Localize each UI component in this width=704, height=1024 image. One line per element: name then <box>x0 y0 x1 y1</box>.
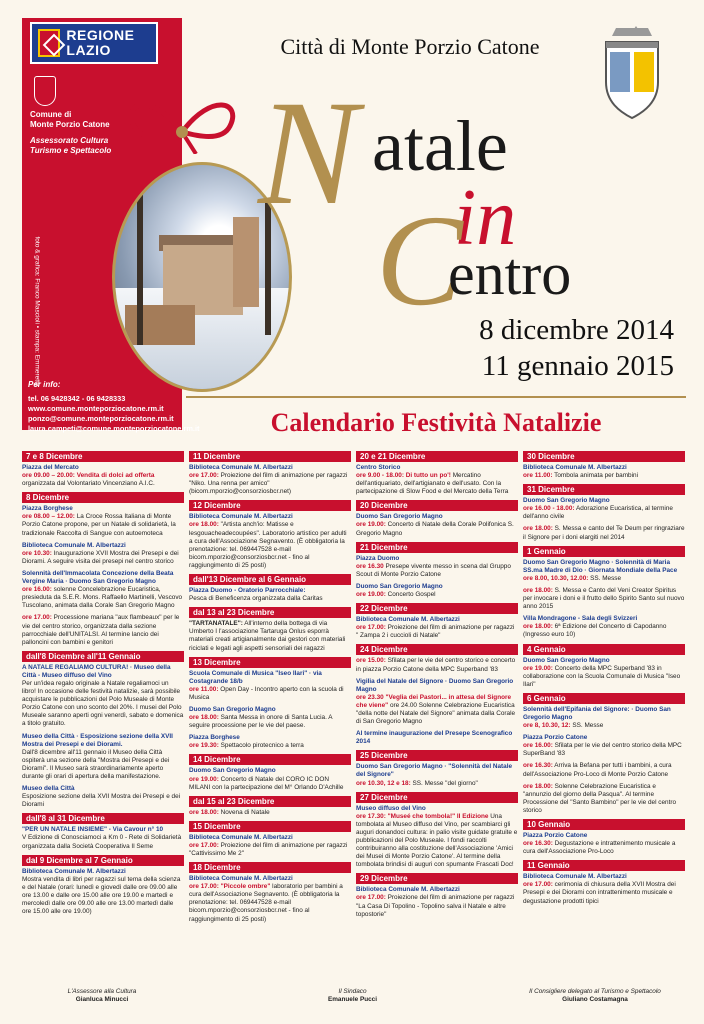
event-entry <box>523 762 685 778</box>
date-header: dal 13 al 23 Dicembre <box>189 607 351 618</box>
event-description: Tombola animata per bambini <box>554 472 639 480</box>
event-description: Solenne Celebrazione Eucaristica e "annunzio del giorno della Pasqua". Al termine Processione del "Santo Bambino" per le vie del centro storico <box>523 782 677 814</box>
event-dates <box>414 312 674 384</box>
event-entry <box>22 542 184 566</box>
event-description: ore 24.00 Solenne Celebrazione Eucaristica "della notte del Natale del Signore" animata dalla Corale di San Gregorio Magno <box>356 701 516 726</box>
date-header: 20 Dicembre <box>356 500 518 511</box>
signature-name: Emanuele Pucci <box>327 996 378 1003</box>
date-end: 11 gennaio 2015 <box>481 350 674 382</box>
event-entry <box>523 615 685 639</box>
program-column-4 <box>523 448 685 910</box>
event-description: S. Messa e Canto del Veni Creator Spiritus per invocare i doni e il frutto dello Spirito Santo sul nuovo anno 2015 <box>523 586 685 611</box>
event-description: Adorazione Eucaristica, al termine dell'anno civile <box>523 505 673 521</box>
event-entry <box>189 670 351 702</box>
event-description: Esposizione sezione della XVII Mostra dei Presepi e dei Diorami <box>22 793 181 809</box>
event-entry <box>189 587 351 603</box>
event-venue: Biblioteca Comunale M. Albertazzi <box>22 541 126 549</box>
event-time: ore 17.00: <box>356 894 386 902</box>
event-time: ore 18.00: <box>189 714 219 722</box>
event-venue: Biblioteca Comunale M. Albertazzi <box>523 464 627 471</box>
signature-role: Il Sindaco <box>338 988 367 995</box>
info-website-link[interactable]: www.comune.monteporziocatone.rm.it <box>28 404 164 413</box>
event-entry <box>523 832 685 856</box>
title-word-in: in <box>454 174 517 262</box>
event-venue: Duomo San Gregorio Magno · "Solennità del Natale del Signore" <box>356 763 513 779</box>
date-header: dall'8 Dicembre all'11 Gennaio <box>22 651 184 662</box>
date-header: 14 Dicembre <box>189 754 351 765</box>
comune-line-2: Monte Porzio Catone <box>30 120 110 129</box>
event-venue: Duomo San Gregorio Magno · Solennità di Maria SS.ma Madre di Dio · Giornata Mondiale della Pace <box>523 558 678 574</box>
event-venue: Duomo San Gregorio Magno <box>356 582 443 590</box>
event-description: Sfilata per le vie del centro storico e concerto in piazza Porzio Catone della MPC Superband '83 <box>356 657 516 673</box>
bell-tower-image <box>233 217 259 307</box>
event-entry <box>189 706 351 730</box>
program-column-3 <box>356 448 518 923</box>
event-time: ore 11.00: <box>189 685 219 693</box>
date-header: 6 Gennaio <box>523 693 685 704</box>
comune-line-1: Comune di <box>30 110 72 119</box>
calendar-title: Calendario Festività Natalizie <box>270 408 602 437</box>
event-description: 6ª Edizione del Concerto di Capodanno (Ingresso euro 10) <box>523 623 667 639</box>
event-time: ore 18.00: <box>523 586 553 594</box>
date-header: 11 Gennaio <box>523 860 685 871</box>
regione-lazio-emblem-icon <box>38 29 60 57</box>
event-entry <box>356 464 518 496</box>
event-entry <box>189 620 351 652</box>
event-venue: Solennità dell'Epifania del Signore: · Duomo San Gregorio Magno <box>523 705 671 721</box>
event-entry <box>22 826 184 850</box>
event-venue: Museo della Città · Esposizione sezione della XVII Mostra dei Presepi e dei Diorami. <box>22 732 173 748</box>
info-label: Per info: <box>28 380 61 389</box>
signature-name: Giuliano Costamagna <box>562 996 628 1003</box>
event-description: SS. Messe <box>572 722 604 730</box>
event-entry <box>189 809 351 817</box>
event-venue: Solennità dell'Immacolata Concezione della Beata Vergine Maria · Duomo San Gregorio Magno <box>22 569 174 586</box>
event-time: ore 16.00 - 18.00: <box>523 505 575 513</box>
title-word-atale: atale <box>372 106 508 186</box>
date-header: 31 Dicembre <box>523 484 685 495</box>
event-time: ore 9.00 - 18.00: Di tutto un po'! <box>356 472 451 480</box>
event-description: Concerto della MPC Superband '83 in collaborazione con la Scuola Comunale di Musica "Iseo Ilari" <box>523 664 681 688</box>
event-time: ore 19.00: <box>523 664 553 672</box>
regione-lazio-logo <box>30 22 158 64</box>
event-venue: Museo della Città <box>22 785 75 793</box>
event-description: solenne Concelebrazione Eucaristica, presieduta da S.E.R. Mons. Raffaello Martinelli, Vescovo Tuscolano, animata dalla Corale San Gregorio Magno <box>22 586 183 610</box>
event-venue: Centro Storico <box>356 464 401 471</box>
event-entry <box>356 657 518 673</box>
event-entry <box>523 706 685 730</box>
event-entry <box>22 664 184 729</box>
event-description: Open Day - Incontro aperto con la scuola di Musica <box>189 685 344 701</box>
event-time: ore 19.00: <box>189 775 219 783</box>
info-phone: tel. 06 9428342 - 06 9428333 <box>28 394 126 403</box>
event-description: Mostra vendita di libri per ragazzi sul tema della scienza e del Natale (orari: lunedì e giovedì dalle ore 09.00 alle ore 13.00 e dalle ore 15.00 alle ore 19.00 e martedì e mercoledì dalle ore 09.00 alle ore 13.00 martedì dalle ore 15.00 alle ore 19.00) <box>22 875 181 916</box>
event-description: V Edizione di Conosciamoci a Km 0 - Rete di Solidarietà organizzata dalla Società Cooperativa Il Seme <box>22 834 182 850</box>
event-time: ore 18.00: <box>523 525 553 533</box>
event-time: ore 17.00: <box>356 624 386 632</box>
divider <box>186 396 686 398</box>
event-description: SS. Messe <box>590 574 622 582</box>
event-time: ore 10.30, 12 e 18: <box>356 779 411 787</box>
event-time: ore 16.00: <box>523 742 553 750</box>
date-header: 11 Dicembre <box>189 451 351 462</box>
event-description: laboratorio per bambini a cura dell'Associazione Segnavento. (È obbligatoria la prenotazione: tel. 069447528 e-mail bicom.mporzio@consorziosbcr.net - fino al raggiungimento di 25 posti) <box>189 883 343 923</box>
event-venue: Biblioteca Comunale M. Albertazzi <box>356 616 460 624</box>
event-entry <box>22 733 184 782</box>
title-letter-n: N <box>258 70 359 236</box>
event-venue: Piazza Porzio Catone <box>523 832 588 839</box>
event-venue: Duomo San Gregorio Magno <box>523 497 610 505</box>
event-entry <box>22 868 184 917</box>
event-entry <box>523 464 685 480</box>
comune-crest-icon <box>34 76 56 106</box>
event-time: ore 16.30 <box>356 562 384 570</box>
event-description: Sfilata per le vie del centro storico della MPC SuperBand '83 <box>523 742 682 758</box>
event-description: Spettacolo pirotecnico a terra <box>220 742 304 750</box>
event-time: ore 16.30: <box>523 840 553 848</box>
event-venue: Piazza Duomo - Oratorio Parrocchiale: <box>189 587 306 595</box>
signature-assessore <box>22 988 182 1004</box>
date-header: 15 Dicembre <box>189 821 351 832</box>
comune-block <box>30 110 111 156</box>
event-description: S. Messa e canto del Te Deum per ringraziare il Signore per i doni elargiti nel 2014 <box>523 525 685 541</box>
signature-name: Gianluca Minucci <box>75 996 129 1003</box>
event-entry <box>356 730 518 746</box>
event-venue: Duomo San Gregorio Magno <box>189 705 276 713</box>
event-entry <box>356 678 518 727</box>
event-venue: Duomo San Gregorio Magno <box>523 656 610 664</box>
event-time: ore 8.00, 10.30, 12.00: <box>523 574 589 582</box>
date-header: 12 Dicembre <box>189 500 351 511</box>
event-venue: Piazza Duomo <box>356 554 400 562</box>
event-entry <box>356 616 518 640</box>
event-time: ore 09.00 – 20.00: Vendita di dolci ad offerta <box>22 472 155 480</box>
date-header: 20 e 21 Dicembre <box>356 451 518 462</box>
assessorato-line-1: Assessorato Cultura <box>30 136 109 145</box>
event-description: Una tombolata al Museo diffuso del Vino, per scambiarci gli auguri donandoci cultura: in palio visite guidate gratuite e pubblicazioni del Polo Museale. I fondi raccolti contribuiranno alla costituzione dell'Associazione 'Amici dei Musei di Monte Porzio Catone'. Al termine della tombolata brindisi di auguri con spumante Frascati Doc! <box>356 812 518 869</box>
photo-credit: foto & grafica: Franco Mascioli • stampa: Emmeretta <box>33 236 41 387</box>
date-header: dall'8 al 31 Dicembre <box>22 813 184 824</box>
event-description: All'interno della bottega di via Umberto I l'associazione Tartaruga Onlus esporrà materiali creati artigianalmente dai gestori con materiali riciclati e legati agli aspetti sensoriali dei ragazzi <box>189 620 346 652</box>
event-time: ore 10.30: <box>22 549 52 557</box>
event-description: Processione mariana "aux flambeaux" per le vie del centro storico, organizzata dalla sezione parrocchiale dell'UNITALSI. Al termine lancio dei palloncini con bambini e genitori <box>22 614 180 646</box>
event-entry <box>189 513 351 570</box>
date-header: 24 Dicembre <box>356 644 518 655</box>
event-highlight: "TARTANATALE": <box>189 620 243 628</box>
date-header: dal 15 al 23 Dicembre <box>189 796 351 807</box>
event-description: La Croce Rossa Italiana di Monte Porzio Catone propone, per un Natale di solidarietà, la tradizionale Raccolta di Sangue con autoemoteca <box>22 513 176 537</box>
event-time: ore 17.00: <box>523 881 553 889</box>
event-time: ore 19.30: <box>189 742 219 750</box>
event-description: Concerto Gospel <box>387 591 436 599</box>
event-entry <box>523 734 685 758</box>
title-letter-c: C <box>376 189 463 333</box>
date-header: 29 Dicembre <box>356 873 518 884</box>
signature-sindaco <box>265 988 440 1004</box>
event-entry <box>356 513 518 537</box>
event-venue: Biblioteca Comunale M. Albertazzi <box>189 875 293 883</box>
event-description: Proiezione del film di animazione per ragazzi "Niko. Una renna per amico" (bicom.mporzio@consorziosbcr.net) <box>189 472 348 496</box>
event-entry <box>189 875 351 924</box>
event-venue: Scuola Comunale di Musica "Iseo Ilari" · via Costagrande 18/b <box>189 669 322 685</box>
event-venue: Biblioteca Comunale M. Albertazzi <box>189 464 293 471</box>
event-entry <box>523 783 685 815</box>
event-entry <box>523 559 685 583</box>
event-venue: Biblioteca Comunale M. Albertazzi <box>22 867 126 875</box>
event-time: ore 19.00: <box>356 591 386 599</box>
event-description: Concerto di Natale della Corale Polifonica S. Gregorio Magno <box>356 521 514 537</box>
info-email-link-1[interactable]: ponzo@comune.monteporziocatone.rm.it <box>28 414 174 423</box>
event-description: Per un'idea regalo originale a Natale regaliamoci un libro! In occasione delle festività natalizie, sarà possibile acquistare le pubblicazioni del Polo Museale di Monte Porzio Catone con uno sconto del 20%. I musei del Polo Museale saranno aperti ogni venerdì, sabato e domenica a titolo gratuito. <box>22 679 184 728</box>
event-time: ore 19.00: <box>356 521 386 529</box>
date-header: dall'13 Dicembre al 6 Gennaio <box>189 574 351 585</box>
date-header: 30 Dicembre <box>523 451 685 462</box>
event-entry <box>22 505 184 537</box>
event-entry <box>22 614 184 646</box>
event-time: ore 08.00 – 12.00: <box>22 513 75 521</box>
event-description: Inaugurazione XVII Mostra dei Presepi e dei Diorami. A seguire visita dei presepi nel centro storico <box>22 549 179 565</box>
event-venue: Biblioteca Comunale M. Albertazzi <box>189 513 293 521</box>
event-venue: "PER UN NATALE INSIEME" - Via Cavour n° 10 <box>22 826 164 834</box>
event-entry <box>356 763 518 787</box>
event-description: Novena di Natale <box>220 808 270 816</box>
event-entry <box>189 767 351 791</box>
event-time: ore 17.00: <box>189 841 219 849</box>
date-header: 1 Gennaio <box>523 546 685 557</box>
date-header: 21 Dicembre <box>356 542 518 553</box>
event-entry <box>523 587 685 611</box>
date-header: 22 Dicembre <box>356 603 518 614</box>
event-entry <box>189 834 351 858</box>
date-header: 18 Dicembre <box>189 862 351 873</box>
program-column-2 <box>189 448 351 928</box>
event-entry <box>22 570 184 610</box>
event-entry <box>356 805 518 870</box>
event-venue: Piazza Porzio Catone <box>523 734 588 742</box>
ribbon-bow-icon <box>112 82 252 154</box>
event-entry <box>523 657 685 689</box>
event-entry <box>356 555 518 579</box>
signature-consigliere <box>510 988 680 1004</box>
event-description: SS. Messe "del giorno" <box>412 779 478 787</box>
event-entry <box>523 873 685 905</box>
event-time: ore 8, 10.30, 12: <box>523 722 571 730</box>
event-time: ore 18.00: <box>523 782 553 790</box>
assessorato-line-2: Turismo e Spettacolo <box>30 146 112 155</box>
date-header: 10 Gennaio <box>523 819 685 830</box>
event-description: Presepe vivente messo in scena dal Gruppo Scout di Monte Porzio Catone <box>356 562 511 578</box>
event-description: Degustazione e intrattenimento musicale a cura dell'Associazione Pro-Loco <box>523 840 676 856</box>
event-entry <box>22 464 184 488</box>
city-coat-of-arms-icon <box>592 26 672 122</box>
event-venue: Biblioteca Comunale M. Albertazzi <box>356 886 460 894</box>
event-entry <box>189 464 351 496</box>
event-venue: A NATALE REGALIAMO CULTURA! · Museo della Città - Museo diffuso del Vino <box>22 663 171 679</box>
event-time: ore 17.00: <box>189 472 219 480</box>
event-venue: Biblioteca Comunale M. Albertazzi <box>523 873 627 881</box>
event-description: Proiezione del film di animazione per ragazzi "Cattivissimo Me 2" <box>189 841 348 857</box>
event-time: ore 16.30: <box>523 762 553 770</box>
event-time: ore 11.00: <box>523 472 553 480</box>
region-label: REGIONE LAZIO <box>66 27 135 58</box>
event-description: Proiezione del film di animazione per ragazzi "La Casa Di Topolino - Topolino salva il Natale e altre topostorie" <box>356 894 515 918</box>
event-time: ore 16.00: <box>22 586 52 594</box>
event-venue: Piazza del Mercato <box>22 464 79 471</box>
event-entry <box>523 525 685 541</box>
event-time: ore 17.30: "Museé che tombola!" II Edizione <box>356 812 489 820</box>
event-description: Santa Messa in onore di Santa Lucia. A seguire processione per le vie del paese. <box>189 714 333 730</box>
event-time: ore 17.00: <box>22 614 52 622</box>
signature-role: Il Consigliere delegato al Turismo e Spettacolo <box>529 988 661 995</box>
event-venue: Piazza Borghese <box>22 505 73 513</box>
event-description: Pesca di Beneficenza organizzata dalla Caritas <box>189 595 323 603</box>
date-header: dal 9 Dicembre al 7 Gennaio <box>22 855 184 866</box>
date-header: 4 Gennaio <box>523 644 685 655</box>
event-venue: Biblioteca Comunale M. Albertazzi <box>189 833 293 841</box>
event-time: ore 15.00: <box>356 657 386 665</box>
date-start: 8 dicembre 2014 <box>479 314 674 346</box>
event-description: Mercatino dell'antiquariato, dell'artigianato e dell'usato. Con la partecipazione di Slow Food e del Mercato della Terra <box>356 472 509 496</box>
event-entry <box>356 886 518 918</box>
date-header: 13 Dicembre <box>189 657 351 668</box>
info-email-link-2[interactable]: laura.campeti@comune.monteporziocatone.rm.it <box>28 424 200 433</box>
city-title: Città di Monte Porzio Catone <box>280 34 540 59</box>
date-header: 25 Dicembre <box>356 750 518 761</box>
event-description: "Artista anch'io: Matisse e lesgouacheadecoupées". Laboratorio artistico per adulti a cura dell'Associazione Segnavento. (È obbligatoria la prenotazione: tel. 069447528 e-mail bicom.mporzio@consorziosbcr.net - fino al raggiungimento di 25 posti) <box>189 521 347 569</box>
event-description: Proiezione del film di animazione per ragazzi " Zampa 2 i cuccioli di Natale" <box>356 624 515 640</box>
event-venue: Piazza Borghese <box>189 734 240 742</box>
title-word-entro: entro <box>448 241 572 307</box>
event-description: cerimonia di chiusura della XVII Mostra dei Presepi e dei Diorami con intrattenimento musicale e degustazione prodotti tipici <box>523 881 676 905</box>
event-entry <box>22 785 184 809</box>
event-time: ore 17.00: "Piccole ombre" <box>189 883 271 891</box>
event-time: ore 18.00: <box>189 808 219 816</box>
event-venue: Duomo San Gregorio Magno <box>356 513 443 521</box>
event-description: Arriva la Befana per tutti i bambini, a cura dell'Associazione Pro-Loco di Monte Porzio Catone <box>523 762 672 778</box>
date-header: 8 Dicembre <box>22 492 184 503</box>
event-time: ore 18.00: <box>189 521 219 529</box>
event-venue: Duomo San Gregorio Magno <box>189 767 276 775</box>
program-column-1 <box>22 448 184 920</box>
event-entry <box>356 583 518 599</box>
event-description: Dall'8 dicembre all'11 gennaio il Museo della Città ospiterà una sezione della "Mostra dei Presepi e dei Diorami". Il Museo sarà straordinariamente aperto durante gli orari di apertura della manifestazione. <box>22 748 170 780</box>
event-description: Concerto di Natale del CORO IC DON MILANI con la partecipazione del M° Orlando D'Achille <box>189 775 344 791</box>
event-venue: Al termine inaugurazione del Presepe Scenografico 2014 <box>356 730 513 746</box>
event-time: ore 18.00: <box>523 623 553 631</box>
signature-role: L'Assessore alla Cultura <box>67 988 137 995</box>
event-entry <box>189 734 351 750</box>
event-venue: Vigilia del Natale del Signore · Duomo San Gregorio Magno <box>356 677 514 693</box>
event-time: ore 23.30 "Veglia dei Pastori... in attesa del Signore che viene" <box>356 693 512 709</box>
event-entry <box>523 497 685 521</box>
date-header: 7 e 8 Dicembre <box>22 451 184 462</box>
date-header: 27 Dicembre <box>356 792 518 803</box>
event-venue: Villa Mondragone - Sala degli Svizzeri <box>523 615 638 623</box>
event-venue: Museo diffuso del Vino <box>356 804 426 812</box>
event-description: organizzata dal Volontariato Vincenziano A.I.C. <box>22 480 155 488</box>
